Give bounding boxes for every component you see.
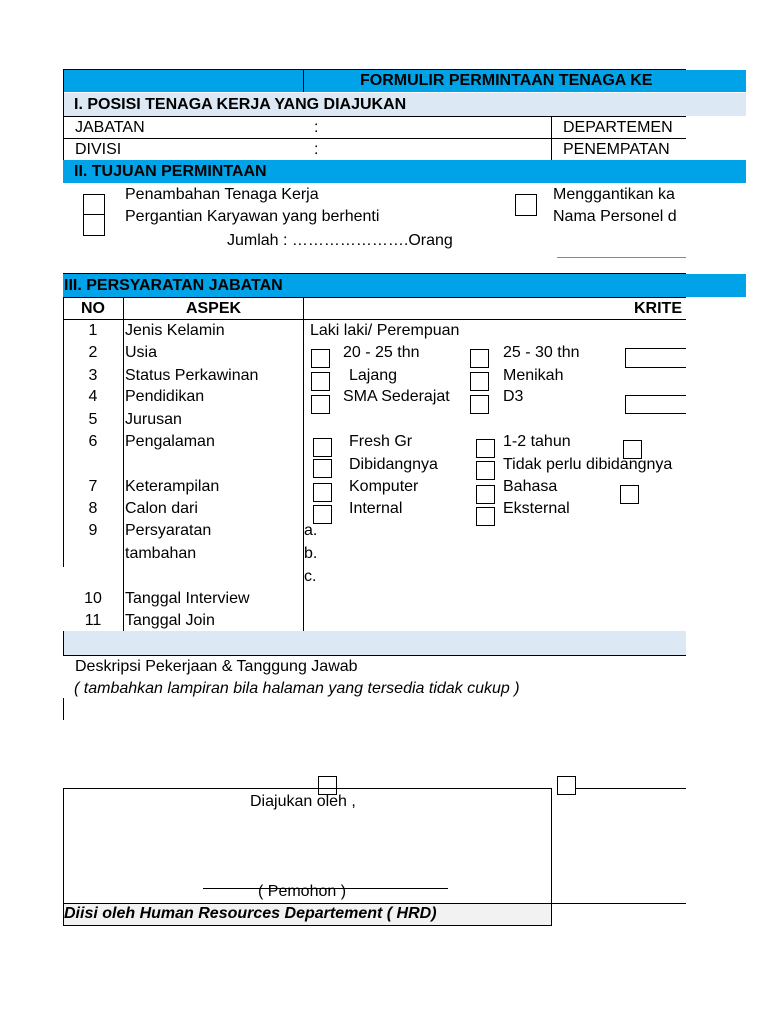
divider: [63, 631, 64, 655]
row-aspek: Tanggal Join: [125, 612, 215, 629]
usia-other-checkbox[interactable]: [625, 348, 686, 368]
usia-25-30-checkbox[interactable]: [470, 349, 489, 368]
col-no-header: NO: [81, 300, 105, 317]
row-no: 9: [88, 522, 98, 539]
divider: [551, 116, 552, 160]
1-2-tahun-label: 1-2 tahun: [503, 433, 571, 450]
col-aspek-header: ASPEK: [185, 300, 242, 317]
usia-20-25-label: 20 - 25 thn: [343, 344, 420, 361]
divider: [63, 925, 552, 926]
divider: [63, 138, 686, 139]
pendidikan-other-checkbox[interactable]: [625, 395, 686, 414]
divider: [63, 297, 686, 298]
row-aspek: Usia: [125, 344, 158, 361]
menggantikan-label: Menggantikan ka: [553, 186, 675, 203]
1-2-tahun-checkbox[interactable]: [476, 439, 495, 458]
kriteria-jenis-kelamin: Laki laki/ Perempuan: [310, 322, 460, 339]
row-aspek: Pendidikan: [125, 388, 205, 405]
disetujui-checkbox[interactable]: [557, 776, 576, 795]
divider: [63, 788, 551, 789]
divider: [63, 273, 686, 274]
lajang-checkbox[interactable]: [311, 372, 330, 391]
section-1-title: I. POSISI TENAGA KERJA YANG DIAJUKAN: [74, 96, 407, 113]
nama-personel-label: Nama Personel d: [553, 208, 677, 225]
penambahan-checkbox[interactable]: [83, 194, 105, 216]
form-title: FORMULIR PERMINTAAN TENAGA KE: [360, 72, 653, 89]
row-no: 6: [88, 433, 98, 450]
pemohon-label: ( Pemohon ): [258, 883, 347, 900]
row-no: 1: [88, 322, 98, 339]
divider: [303, 70, 304, 92]
tambahan-b[interactable]: b.: [304, 545, 318, 562]
row-no: 8: [88, 500, 98, 517]
fresh-gr-checkbox[interactable]: [313, 438, 332, 457]
pergantian-label: Pergantian Karyawan yang berhenti: [125, 208, 380, 225]
divider: [63, 116, 686, 117]
divider: [575, 788, 686, 789]
divider: [123, 297, 124, 631]
d3-checkbox[interactable]: [470, 395, 489, 414]
row-no: 2: [88, 344, 98, 361]
row-aspek: Status Perkawinan: [125, 367, 259, 384]
row-no: 5: [88, 411, 98, 428]
row-no: 11: [84, 612, 102, 629]
row-aspek: Pengalaman: [125, 433, 215, 450]
divider: [551, 788, 552, 926]
komputer-label: Komputer: [349, 478, 419, 495]
penempatan-label: PENEMPATAN: [563, 141, 670, 158]
eksternal-checkbox[interactable]: [476, 507, 495, 526]
row-aspek: Jenis Kelamin: [125, 322, 225, 339]
bahasa-label: Bahasa: [503, 478, 558, 495]
deskripsi-title: Deskripsi Pekerjaan & Tanggung Jawab: [75, 658, 358, 675]
departemen-label: DEPARTEMEN: [563, 119, 673, 136]
jumlah-field[interactable]: Jumlah : ………………….Orang: [227, 232, 453, 249]
diajukan-label: Diajukan oleh ,: [250, 793, 356, 810]
bahasa-checkbox[interactable]: [476, 485, 495, 504]
separator-bar: [63, 631, 686, 655]
row-aspek: tambahan: [125, 545, 197, 562]
row-no: 3: [88, 367, 98, 384]
col-kriteria-header: KRITE: [634, 300, 682, 317]
row-aspek: Tanggal Interview: [125, 590, 250, 607]
usia-25-30-label: 25 - 30 thn: [503, 344, 580, 361]
eksternal-label: Eksternal: [503, 500, 570, 517]
tidak-perlu-label: Tidak perlu dibidangnya: [503, 456, 673, 473]
komputer-checkbox[interactable]: [313, 483, 332, 502]
dibidangnya-checkbox[interactable]: [313, 459, 332, 478]
internal-label: Internal: [349, 500, 403, 517]
row-aspek: Keterampilan: [125, 478, 220, 495]
row-no: 7: [88, 478, 98, 495]
divider: [63, 698, 64, 720]
tambahan-a[interactable]: a.: [304, 522, 318, 539]
menggantikan-checkbox[interactable]: [515, 194, 537, 216]
row-no: 10: [84, 590, 102, 607]
divider: [63, 319, 686, 320]
sma-checkbox[interactable]: [311, 395, 330, 414]
sma-label: SMA Sederajat: [343, 388, 450, 405]
row-aspek: Persyaratan: [125, 522, 212, 539]
penambahan-label: Penambahan Tenaga Kerja: [125, 186, 319, 203]
menikah-checkbox[interactable]: [470, 372, 489, 391]
divider: [63, 69, 686, 70]
dibidangnya-label: Dibidangnya: [349, 456, 438, 473]
hrd-label: Diisi oleh Human Resources Departement ( HRD): [64, 905, 437, 922]
deskripsi-note: ( tambahkan lampiran bila halaman yang tersedia tidak cukup ): [74, 680, 520, 697]
section-2-title: II. TUJUAN PERMINTAAN: [74, 163, 267, 180]
divider: [63, 70, 64, 160]
divisi-label: DIVISI: [75, 141, 122, 158]
row-aspek: Calon dari: [125, 500, 198, 517]
section-3-title: III. PERSYARATAN JABATAN: [64, 277, 283, 294]
keterampilan-other-checkbox[interactable]: [620, 485, 639, 504]
jabatan-colon: :: [314, 119, 319, 136]
d3-label: D3: [503, 388, 524, 405]
row-no: 4: [88, 388, 98, 405]
lajang-label: Lajang: [349, 367, 398, 384]
usia-20-25-checkbox[interactable]: [311, 349, 330, 368]
row-aspek: Jurusan: [125, 411, 182, 428]
divider: [63, 655, 686, 656]
tidak-perlu-checkbox[interactable]: [476, 461, 495, 480]
nama-personel-line: [557, 257, 686, 258]
jabatan-label: JABATAN: [75, 119, 145, 136]
pergantian-checkbox[interactable]: [83, 214, 105, 236]
divisi-colon: :: [314, 141, 319, 158]
menikah-label: Menikah: [503, 367, 564, 384]
tambahan-c[interactable]: c.: [304, 568, 317, 585]
fresh-gr-label: Fresh Gr: [349, 433, 413, 450]
